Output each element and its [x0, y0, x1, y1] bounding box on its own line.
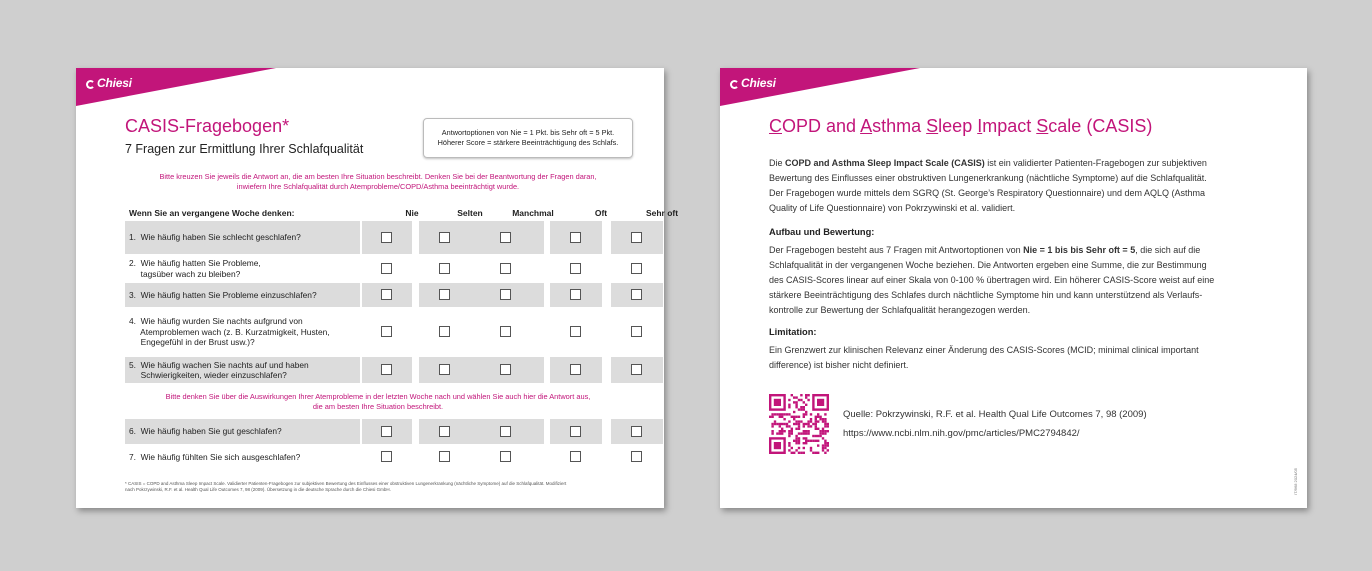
limitation-paragraph: Ein Grenzwert zur klinischen Relevanz einer Änderung des CASIS-Scores (MCID; minimal clinical important difference) ist bisher nicht definiert. [769, 345, 1199, 370]
answer-checkbox-sehr-oft[interactable] [631, 326, 642, 337]
answer-options-box: Antwortoptionen von Nie = 1 Pkt. bis Sehr oft = 5 Pkt. Höherer Score = stärkere Beeinträchtigung des Schlafs. [423, 118, 633, 158]
section-heading-limitation: Limitation: [769, 327, 817, 337]
answer-checkbox-nie[interactable] [381, 364, 392, 375]
answer-cell [611, 221, 663, 254]
question-cell [125, 221, 360, 254]
answer-checkbox-oft[interactable] [570, 232, 581, 243]
question-row-7 [125, 446, 631, 468]
answer-checkbox-manchmal[interactable] [500, 326, 511, 337]
answer-checkbox-selten[interactable] [439, 364, 450, 375]
answer-cell [550, 419, 602, 444]
answer-cell [611, 357, 663, 383]
answer-cell [419, 357, 471, 383]
answer-cell [468, 309, 544, 355]
answer-cell [611, 256, 663, 281]
answer-checkbox-sehr-oft[interactable] [631, 364, 642, 375]
question-cell [125, 357, 360, 383]
answer-checkbox-selten[interactable] [439, 326, 450, 337]
answer-checkbox-sehr-oft[interactable] [631, 451, 642, 462]
section-heading-structure: Aufbau und Bewertung: [769, 227, 875, 237]
answer-cell [611, 419, 663, 444]
answer-cell [362, 309, 412, 355]
column-header-nie: Nie [405, 208, 419, 218]
answer-cell [419, 446, 471, 468]
page-subtitle: 7 Fragen zur Ermittlung Ihrer Schlafqualität [125, 142, 364, 156]
question-text: 3. Wie häufig hatten Sie Probleme einzuschlafen? [129, 289, 317, 300]
answer-checkbox-sehr-oft[interactable] [631, 289, 642, 300]
question-text: 4. Wie häufig wurden Sie nachts aufgrund von Atemproblemen wach (z. B. Kurzatmigkeit, Husten, Engegefühl in der Brust usw.)? [129, 316, 330, 348]
answer-cell [468, 419, 544, 444]
answer-cell [362, 256, 412, 281]
question-text: 1. Wie häufig haben Sie schlecht geschlafen? [129, 232, 301, 243]
qr-code[interactable] [769, 394, 829, 454]
answer-checkbox-manchmal[interactable] [500, 364, 511, 375]
answer-cell [362, 357, 412, 383]
answer-checkbox-nie[interactable] [381, 451, 392, 462]
column-header-oft: Oft [594, 208, 608, 218]
questionnaire-page [76, 68, 679, 508]
question-cell [125, 309, 360, 355]
question-text: 5. Wie häufig wachen Sie nachts auf und haben Schwierigkeiten, wieder einzuschlafen? [129, 359, 309, 380]
question-text: 6. Wie häufig haben Sie gut geschlafen? [129, 426, 282, 437]
answer-cell [611, 283, 663, 307]
answer-checkbox-oft[interactable] [570, 326, 581, 337]
answer-cell [468, 221, 544, 254]
question-text: 2. Wie häufig hatten Sie Probleme, tagsüber wach zu bleiben? [129, 258, 261, 279]
answer-cell [550, 221, 602, 254]
source-citation: Quelle: Pokrzywinski, R.F. et al. Health Qual Life Outcomes 7, 98 (2009) [843, 409, 1147, 420]
question-row-6 [125, 419, 631, 444]
question-cell [125, 446, 360, 468]
answer-checkbox-nie[interactable] [381, 232, 392, 243]
column-header-sehr-oft: Sehr oft [645, 208, 679, 218]
answer-cell [362, 221, 412, 254]
question-cell [125, 256, 360, 281]
column-header-manchmal: Manchmal [512, 208, 554, 218]
answer-checkbox-selten[interactable] [439, 451, 450, 462]
answer-cell [550, 283, 602, 307]
answer-checkbox-manchmal[interactable] [500, 232, 511, 243]
info-title: COPD and Asthma Sleep Impact Scale (CASIS) [769, 116, 1153, 136]
footnote: * CASIS = COPD and Asthma Sleep Impact Scale. Validierter Patienten-Fragebogen zur subjektiven Bewertung des Einflusses einer obstruktiven Lungenerkrankung (nächtliche Symptome) auf die Schlafqualität. Modifiziert nach Pokrzywinski, R.F. et al. Health Qual Life Outcomes 7, 98 (2009). Übersetzung in die deutsche Sprache durch die Chiesi GmbH. [125, 481, 567, 492]
answer-checkbox-nie[interactable] [381, 263, 392, 274]
table-header-question: Wenn Sie an vergangene Woche denken: [129, 208, 295, 218]
answer-cell [419, 256, 471, 281]
answer-cell [550, 309, 602, 355]
answer-checkbox-oft[interactable] [570, 289, 581, 300]
document-code: IT/968 2024/05 [1293, 468, 1298, 495]
instruction-text-2: Bitte denken Sie über die Auswirkungen Ihrer Atemprobleme in der letzten Woche nach und wählen Sie auch hier die Antwort aus, die am besten Ihre Situation beschreibt. [165, 392, 591, 411]
answer-cell [550, 357, 602, 383]
answer-checkbox-oft[interactable] [570, 451, 581, 462]
answer-cell [362, 446, 412, 468]
answer-cell [468, 283, 544, 307]
chiesi-logo: Chiesi [730, 76, 776, 90]
answer-cell [611, 446, 663, 468]
answer-checkbox-oft[interactable] [570, 263, 581, 274]
answer-cell [362, 419, 412, 444]
answer-cell [468, 357, 544, 383]
answer-checkbox-manchmal[interactable] [500, 426, 511, 437]
info-page [720, 68, 1307, 508]
answer-checkbox-selten[interactable] [439, 232, 450, 243]
answer-checkbox-sehr-oft[interactable] [631, 263, 642, 274]
answer-checkbox-selten[interactable] [439, 426, 450, 437]
answer-checkbox-sehr-oft[interactable] [631, 232, 642, 243]
answer-cell [550, 446, 602, 468]
answer-checkbox-oft[interactable] [570, 364, 581, 375]
answer-checkbox-selten[interactable] [439, 289, 450, 300]
intro-paragraph: Die COPD and Asthma Sleep Impact Scale (CASIS) ist ein validierter Patienten-Fragebogen zur subjektiven Bewertung des Einflusses einer obstruktiven Lungenerkrankung (nächtliche Symptome) auf die Schlafqualität. Der Fragebogen wurde mittels dem SGRQ (St. George’s Respiratory Questionnaire) und dem AQLQ (Asthma Quality of Life Questionnaire) von Pokrzywinski et al. validiert. [769, 158, 1207, 213]
answer-checkbox-oft[interactable] [570, 426, 581, 437]
question-row-2 [125, 256, 631, 281]
answer-checkbox-nie[interactable] [381, 326, 392, 337]
answer-checkbox-selten[interactable] [439, 263, 450, 274]
answer-checkbox-sehr-oft[interactable] [631, 426, 642, 437]
answer-checkbox-nie[interactable] [381, 426, 392, 437]
answer-cell [419, 283, 471, 307]
structure-paragraph: Der Fragebogen besteht aus 7 Fragen mit Antwortoptionen von Nie = 1 bis bis Sehr oft = 5, die sich auf die Schlafqualität in der vergangenen Woche beziehen. Die Antworten ergeben eine Summe, die zur Bestimmung des CASIS-Scores linear auf einer Skala von 0-100 % übertragen wird. Ein höherer CASIS-Score weist auf eine stärkere Beeinträchtigung des Schlafes durch nächtliche Symptome hin und kann unterstützend als Verlaufs- kontrolle zur Bewertung der Schlafqualität herangezogen werden. [769, 245, 1215, 315]
answer-checkbox-manchmal[interactable] [500, 263, 511, 274]
answer-cell [468, 446, 544, 468]
question-row-1 [125, 221, 631, 254]
answer-cell [419, 221, 471, 254]
question-cell [125, 419, 360, 444]
answer-cell [550, 256, 602, 281]
question-row-4 [125, 309, 631, 355]
answer-checkbox-manchmal[interactable] [500, 451, 511, 462]
answer-cell [419, 419, 471, 444]
chiesi-logo: Chiesi [86, 76, 132, 90]
answer-cell [419, 309, 471, 355]
column-header-selten: Selten [457, 208, 483, 218]
answer-checkbox-manchmal[interactable] [500, 289, 511, 300]
question-row-3 [125, 283, 631, 307]
answer-cell [468, 256, 544, 281]
answer-cell [611, 309, 663, 355]
answer-checkbox-nie[interactable] [381, 289, 392, 300]
question-cell [125, 283, 360, 307]
source-url[interactable]: https://www.ncbi.nlm.nih.gov/pmc/articles/PMC2794842/ [843, 428, 1080, 439]
page-title: CASIS-Fragebogen* [125, 116, 290, 136]
answer-cell [362, 283, 412, 307]
question-row-5 [125, 357, 631, 383]
instruction-text: Bitte kreuzen Sie jeweils die Antwort an, die am besten Ihre Situation beschreibt. Denken Sie bei der Beantwortung der Fragen daran, inwiefern Ihre Schlafqualität durch Atemprobleme/COPD/Asthma beeinträchtigt wurde. [159, 172, 597, 191]
question-text: 7. Wie häufig fühlten Sie sich ausgeschlafen? [129, 451, 301, 462]
